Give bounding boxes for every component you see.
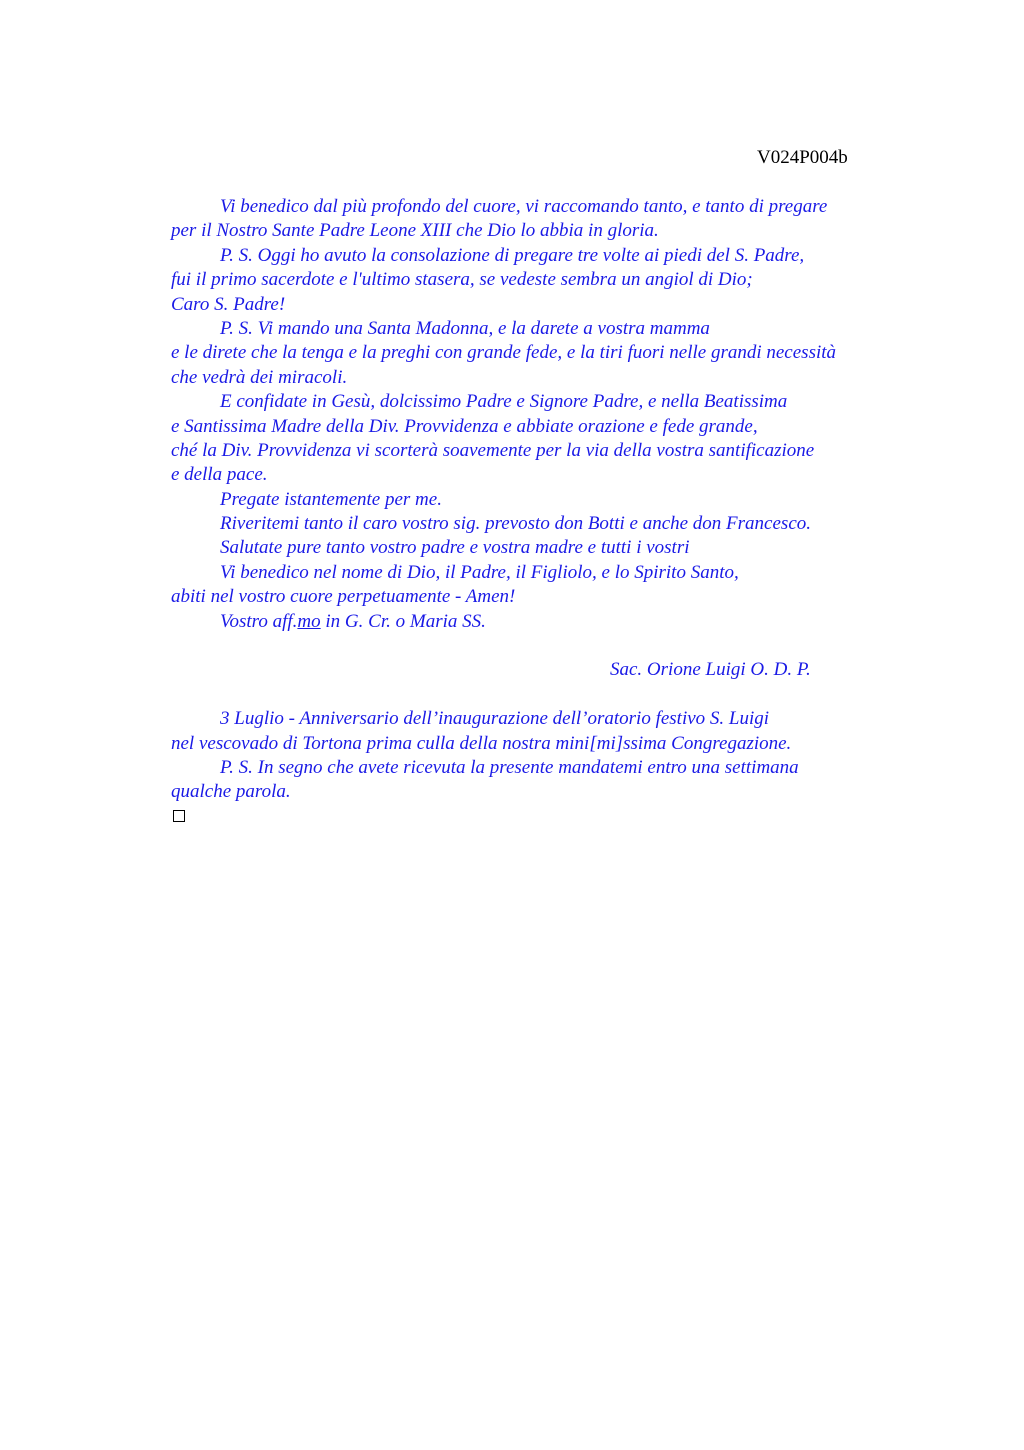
letter-line: E confidate in Gesù, dolcissimo Padre e Signore Padre, e nella Beatissima [220, 391, 788, 413]
letter-line: per il Nostro Sante Padre Leone XIII che Dio lo abbia in gloria. [171, 220, 659, 242]
postscript-line: P. S. In segno che avete ricevuta la presente mandatemi entro una settimana [220, 756, 799, 778]
letter-line: abiti nel vostro cuore perpetuamente - Amen! [171, 586, 516, 608]
letter-line: P. S. Vi mando una Santa Madonna, e la darete a vostra mamma [220, 317, 710, 339]
letter-line: che vedrà dei miracoli. [171, 366, 348, 388]
end-marker-box [173, 810, 185, 822]
letter-line: ché la Div. Provvidenza vi scorterà soavemente per la via della vostra santificazione [171, 439, 815, 461]
letter-line: Pregate istantemente per me. [220, 488, 442, 510]
signature: Sac. Orione Luigi O. D. P. [610, 659, 811, 681]
letter-line: e Santissima Madre della Div. Provvidenza e abbiate orazione e fede grande, [171, 415, 758, 437]
closing-underlined: mo [297, 610, 321, 632]
closing-prefix: Vostro aff. [220, 610, 298, 632]
postscript-line: qualche parola. [171, 781, 291, 803]
closing-suffix: in G. Cr. o Maria SS. [320, 610, 486, 632]
letter-line: Riveritemi tanto il caro vostro sig. prevosto don Botti e anche don Francesco. [220, 513, 812, 535]
spacer [171, 683, 911, 707]
letter-line: Vi benedico dal più profondo del cuore, vi raccomando tanto, e tanto di pregare [220, 196, 828, 217]
letter-line: Vi benedico nel nome di Dio, il Padre, il Figliolo, e lo Spirito Santo, [220, 561, 739, 583]
spacer [171, 634, 911, 658]
page-reference: V024P004b [757, 147, 848, 168]
letter-line: Caro S. Padre! [171, 293, 286, 315]
postscript-line: nel vescovado di Tortona prima culla della nostra mini[mi]ssima Congregazione. [171, 732, 792, 754]
letter-line: e della pace. [171, 464, 268, 486]
letter-line: fui il primo sacerdote e l'ultimo stasera, se vedeste sembra un angiol di Dio; [171, 269, 753, 291]
closing-line [171, 610, 911, 634]
letter-line: Salutate pure tanto vostro padre e vostra madre e tutti i vostri [220, 537, 690, 559]
letter-line: e le direte che la tenga e la preghi con grande fede, e la tiri fuori nelle grandi necessità [171, 342, 837, 364]
letter-body [171, 195, 911, 805]
letter-line: P. S. Oggi ho avuto la consolazione di pregare tre volte ai piedi del S. Padre, [220, 244, 805, 266]
postscript-line: 3 Luglio - Anniversario dell’inaugurazione dell’oratorio festivo S. Luigi [220, 708, 770, 730]
